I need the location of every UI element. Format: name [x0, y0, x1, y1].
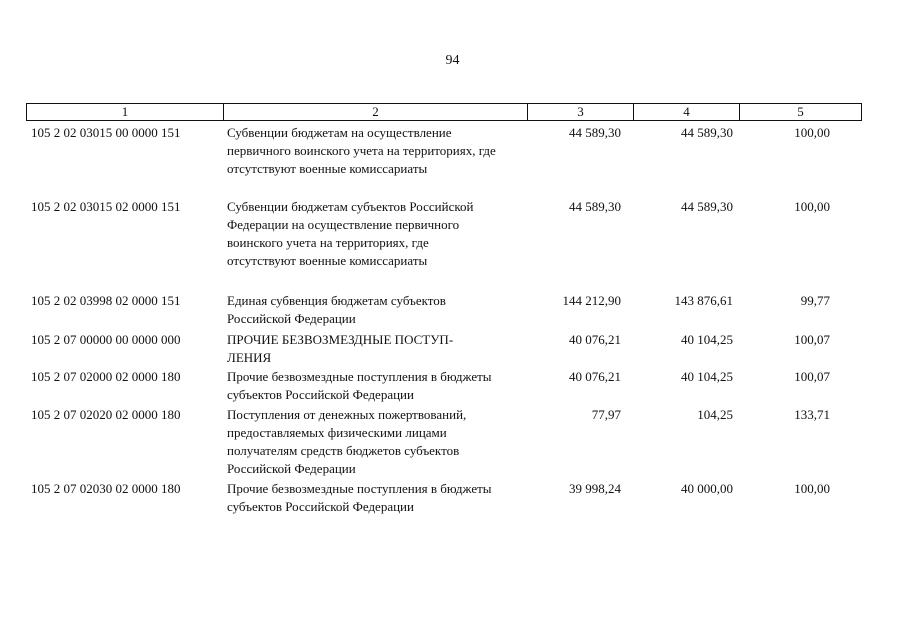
page-number: 94 [445, 53, 460, 68]
value-col4: 44 589,30 [681, 125, 733, 140]
description-line: субъектов Российской Федерации [227, 499, 414, 514]
budget-code: 105 2 07 02000 02 0000 180 [31, 369, 181, 384]
value-col4: 40 104,25 [681, 369, 733, 384]
description-line: получателям средств бюджетов субъектов [227, 443, 460, 458]
budget-code: 105 2 07 02020 02 0000 180 [31, 407, 181, 422]
row-description [223, 198, 527, 270]
value-col5: 100,00 [794, 125, 830, 140]
budget-code: 105 2 07 00000 00 0000 000 [31, 332, 181, 347]
description-line: отсутствуют военные комиссариаты [227, 161, 428, 176]
value-col5: 100,00 [794, 481, 830, 496]
table-row [26, 368, 862, 404]
budget-code: 105 2 02 03998 02 0000 151 [31, 293, 181, 308]
value-col4: 104,25 [697, 407, 733, 422]
column-header-row [26, 103, 862, 121]
description-line: первичного воинского учета на территориях, где [227, 143, 496, 158]
budget-code: 105 2 07 02030 02 0000 180 [31, 481, 181, 496]
budget-code: 105 2 02 03015 00 0000 151 [31, 125, 181, 140]
column-header-2: 2 [224, 104, 528, 120]
table-row [26, 480, 862, 516]
description-line: ЛЕНИЯ [227, 350, 272, 365]
column-header-5: 5 [797, 104, 804, 119]
description-line: Прочие безвозмездные поступления в бюджеты [227, 369, 492, 384]
row-description [223, 292, 527, 328]
description-line: предоставляемых физическими лицами [227, 425, 447, 440]
value-col3: 40 076,21 [569, 369, 621, 384]
description-line: Субвенции бюджетам субъектов Российской [227, 199, 474, 214]
description-line: Прочие безвозмездные поступления в бюджеты [227, 481, 492, 496]
column-header-1: 1 [27, 104, 224, 120]
value-col5: 100,00 [794, 199, 830, 214]
table-row [26, 198, 862, 270]
description-line: Единая субвенция бюджетам субъектов [227, 293, 446, 308]
description-line: субъектов Российской Федерации [227, 387, 414, 402]
description-line: Российской Федерации [227, 461, 356, 476]
value-col3: 144 212,90 [562, 293, 621, 308]
table-row [26, 406, 862, 478]
value-col4: 44 589,30 [681, 199, 733, 214]
value-col5: 99,77 [800, 293, 830, 308]
description-line: воинского учета на территориях, где [227, 235, 429, 250]
table-row [26, 124, 862, 178]
row-description [223, 480, 527, 516]
value-col3: 77,97 [591, 407, 621, 422]
column-header-3: 3 [528, 104, 634, 120]
row-description [223, 368, 527, 404]
description-line: Субвенции бюджетам на осуществление [227, 125, 452, 140]
description-line: ПРОЧИЕ БЕЗВОЗМЕЗДНЫЕ ПОСТУП- [227, 332, 454, 347]
value-col5: 100,07 [794, 332, 830, 347]
value-col4: 40 000,00 [681, 481, 733, 496]
column-header-4: 4 [634, 104, 740, 120]
description-line: отсутствуют военные комиссариаты [227, 253, 428, 268]
description-line: Поступления от денежных пожертвований, [227, 407, 467, 422]
value-col4: 40 104,25 [681, 332, 733, 347]
value-col5: 133,71 [794, 407, 830, 422]
row-description [223, 406, 527, 478]
value-col3: 39 998,24 [569, 481, 621, 496]
table-row [26, 292, 862, 328]
value-col4: 143 876,61 [674, 293, 733, 308]
value-col5: 100,07 [794, 369, 830, 384]
row-description [223, 331, 527, 367]
table-row [26, 331, 862, 367]
description-line: Российской Федерации [227, 311, 356, 326]
row-description [223, 124, 527, 178]
value-col3: 40 076,21 [569, 332, 621, 347]
budget-code: 105 2 02 03015 02 0000 151 [31, 199, 181, 214]
value-col3: 44 589,30 [569, 199, 621, 214]
value-col3: 44 589,30 [569, 125, 621, 140]
description-line: Федерации на осуществление первичного [227, 217, 460, 232]
